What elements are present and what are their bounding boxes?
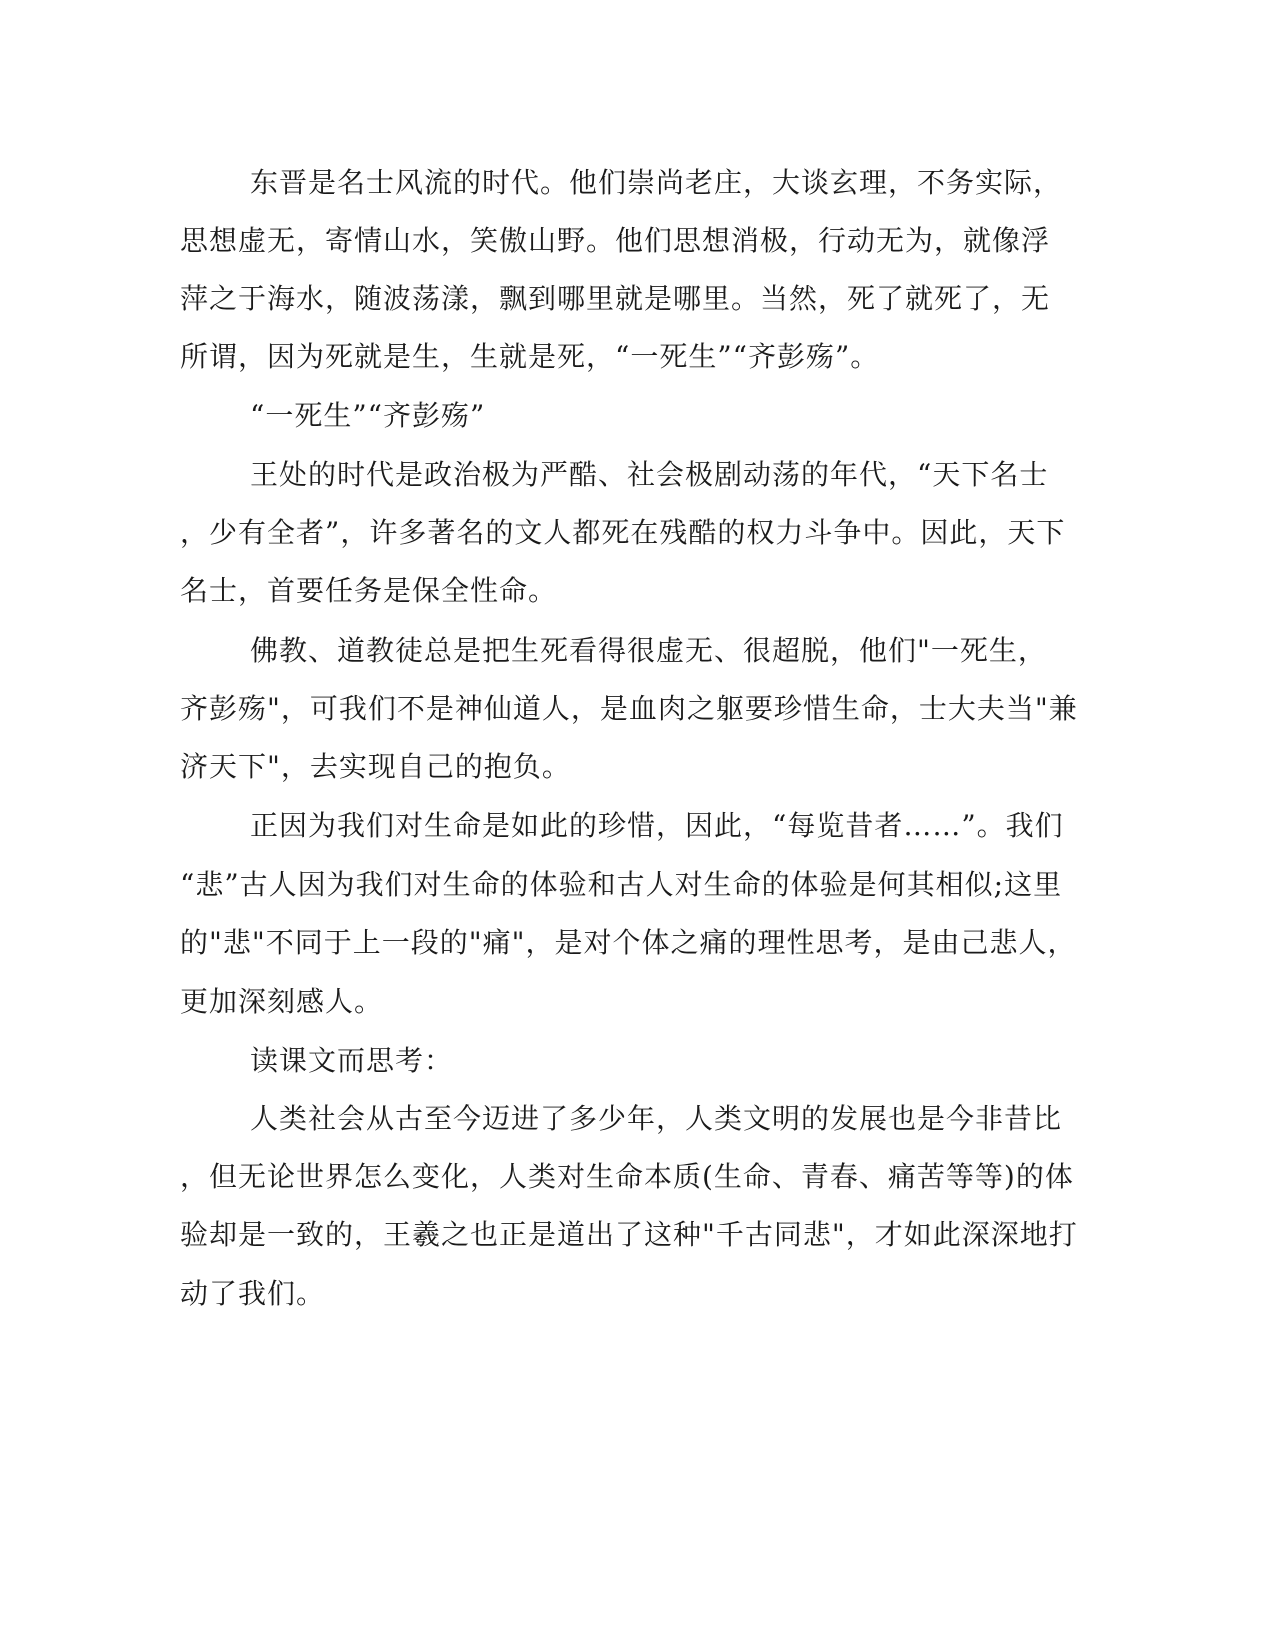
paragraph-1-line-1: 东晋是名士风流的时代。他们崇尚老庄，大谈玄理，不务实际，	[250, 166, 1063, 199]
paragraph-2-line-1: “一死生”“齐彭殇”	[250, 399, 486, 432]
paragraph-5-line-4: 更加深刻感人。	[180, 985, 384, 1018]
paragraph-4-line-2: 齐彭殇"，可我们不是神仙道人，是血肉之躯要珍惜生命，士大夫当"兼	[180, 692, 1078, 725]
paragraph-5-line-2: “悲”古人因为我们对生命的体验和古人对生命的体验是何其相似;这里	[180, 868, 1063, 901]
paragraph-4-line-3: 济天下"，去实现自己的抱负。	[180, 750, 571, 783]
paragraph-7-line-1: 人类社会从古至今迈进了多少年，人类文明的发展也是今非昔比	[250, 1102, 1063, 1135]
paragraph-3-line-3: 名士，首要任务是保全性命。	[180, 574, 558, 607]
paragraph-7-line-2: ，但无论世界怎么变化，人类对生命本质(生命、青春、痛苦等等)的体	[180, 1160, 1074, 1193]
paragraph-1-line-3: 萍之于海水，随波荡漾，飘到哪里就是哪里。当然，死了就死了，无	[180, 282, 1051, 315]
paragraph-4-line-1: 佛教、道教徒总是把生死看得很虚无、很超脱，他们"一死生，	[250, 634, 1047, 667]
paragraph-1-line-4: 所谓，因为死就是生，生就是死，“一死生”“齐彭殇”。	[180, 340, 880, 373]
paragraph-7-line-3: 验却是一致的，王羲之也正是道出了这种"千古同悲"，才如此深深地打	[180, 1218, 1078, 1251]
paragraph-1-line-2: 思想虚无，寄情山水，笑傲山野。他们思想消极，行动无为，就像浮	[180, 224, 1051, 257]
paragraph-5-line-3: 的"悲"不同于上一段的"痛"，是对个体之痛的理性思考，是由己悲人，	[180, 926, 1077, 959]
paragraph-7-line-4: 动了我们。	[180, 1277, 326, 1310]
paragraph-5-line-1: 正因为我们对生命是如此的珍惜，因此，“每览昔者……”。我们	[250, 809, 1064, 842]
paragraph-3-line-2: ，少有全者”，许多著名的文人都死在残酷的权力斗争中。因此，天下	[180, 516, 1066, 549]
paragraph-3-line-1: 王处的时代是政治极为严酷、社会极剧动荡的年代，“天下名士	[250, 458, 1049, 491]
paragraph-6-line-1: 读课文而思考：	[250, 1044, 454, 1077]
